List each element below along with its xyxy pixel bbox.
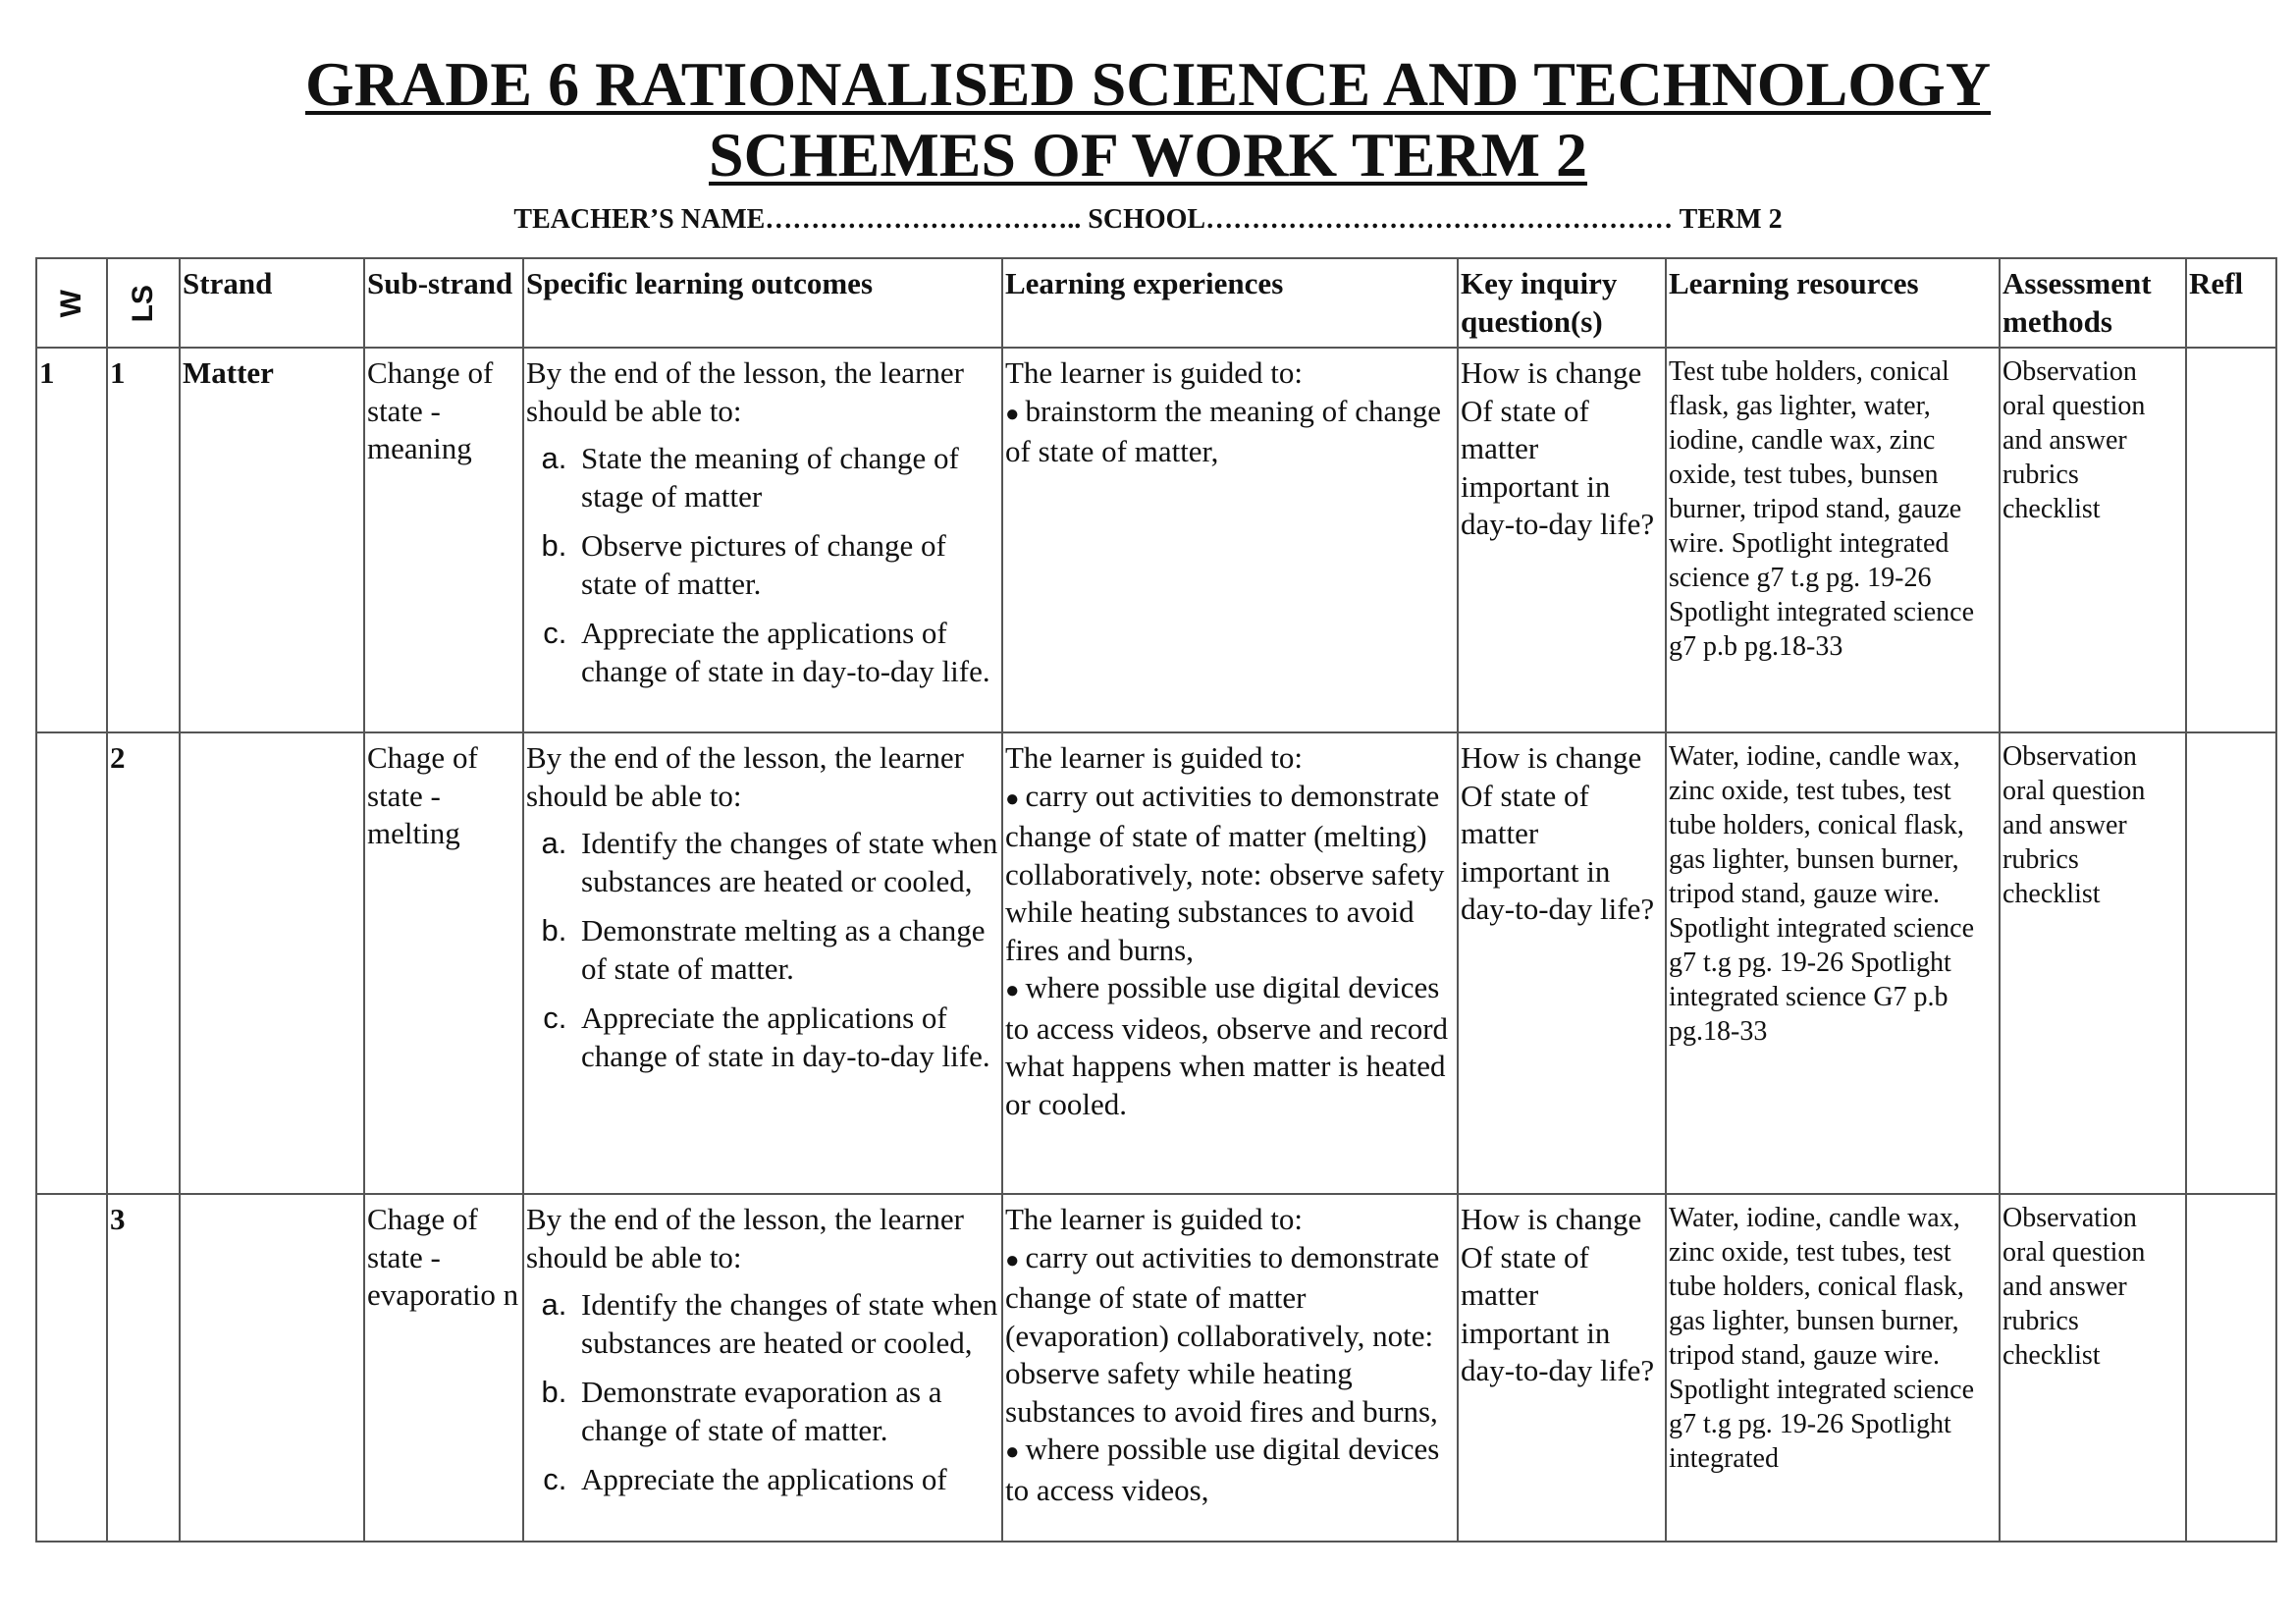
header-week: W [36,258,107,348]
cell-outcomes [523,732,1002,1194]
header-assessment: Assessment methods [2000,258,2186,348]
cell-strand: Matter [180,348,364,732]
cell-experiences [1002,348,1458,732]
title-line-1: GRADE 6 RATIONALISED SCIENCE AND TECHNOLOGY [304,49,1992,119]
cell-experiences [1002,732,1458,1194]
outcome-item: b. Observe pictures of change of state of matter. [575,527,999,603]
experience-item: ● carry out activities to demonstrate change of state of matter (evaporation) collaboratively, note: observe safety while heating substances to avoid fires and burns, [1005,1239,1455,1432]
header-outcomes: Specific learning outcomes [523,258,1002,348]
outcome-item: c. Appreciate the applications of change of state in day-to-day life. [575,615,999,690]
cell-substrand: Chage of state - evaporatio n [364,1194,523,1542]
cell-assessment: Observation oral question and answer rubrics checklist [2000,1194,2186,1542]
cell-assessment: Observation oral question and answer rubrics checklist [2000,732,2186,1194]
cell-lesson: 1 [107,348,180,732]
header-resources: Learning resources [1666,258,2000,348]
cell-reflection [2186,348,2276,732]
header-substrand: Sub-strand [364,258,523,348]
experience-item: ● where possible use digital devices to access videos, observe and record what happens when matter is heated or cooled. [1005,969,1455,1123]
cell-outcomes [523,348,1002,732]
header-inquiry: Key inquiry question(s) [1458,258,1666,348]
cell-reflection [2186,732,2276,1194]
outcome-item: c. Appreciate the applications of change of state in day-to-day life. [575,1000,999,1075]
cell-reflection [2186,1194,2276,1542]
table-row [36,732,2276,1194]
title-line-2: SCHEMES OF WORK TERM 2 [709,120,1587,189]
teacher-school-term-line: TEACHER’S NAME…………………………….. SCHOOL…………………………………………… TERM 2 [513,204,1783,235]
outcomes-list [526,825,999,1075]
header-reflection: Refl [2186,258,2276,348]
outcomes-list [526,440,999,690]
cell-lesson: 3 [107,1194,180,1542]
experiences-intro: The learner is guided to: [1005,1202,1304,1236]
outcomes-list [526,1286,999,1499]
header-experiences: Learning experiences [1002,258,1458,348]
experience-item: ● brainstorm the meaning of change of state of matter, [1005,393,1455,471]
header-strand: Strand [180,258,364,348]
experiences-intro: The learner is guided to: [1005,740,1304,775]
cell-week [36,732,107,1194]
cell-inquiry: How is change Of state of matter important in day-to-day life? [1458,1194,1666,1542]
cell-week: 1 [36,348,107,732]
cell-strand [180,732,364,1194]
cell-week [36,1194,107,1542]
cell-resources: Test tube holders, conical flask, gas lighter, water, iodine, candle wax, zinc oxide, test tubes, bunsen burner, tripod stand, gauze wire. Spotlight integrated science g7 t.g pg. 19-26 Spotlight integrated science g7 p.b pg.18-33 [1666,348,2000,732]
experiences-intro: The learner is guided to: [1005,355,1304,390]
outcome-item: a. Identify the changes of state when substances are heated or cooled, [575,1286,999,1362]
cell-assessment: Observation oral question and answer rubrics checklist [2000,348,2186,732]
cell-experiences [1002,1194,1458,1542]
table-row [36,348,2276,732]
header-lesson: LS [107,258,180,348]
experience-item: ● carry out activities to demonstrate change of state of matter (melting) collaboratively, note: observe safety while heating substances to avoid fires and burns, [1005,778,1455,970]
cell-inquiry: How is change Of state of matter important in day-to-day life? [1458,348,1666,732]
cell-lesson: 2 [107,732,180,1194]
outcomes-intro: By the end of the lesson, the learner should be able to: [526,355,964,428]
cell-resources: Water, iodine, candle wax, zinc oxide, test tubes, test tube holders, conical flask, gas lighter, bunsen burner, tripod stand, gauze wire. Spotlight integrated science g7 t.g pg. 19-26 Spotlight integrated science G7 p.b pg.18-33 [1666,732,2000,1194]
outcome-item: a. Identify the changes of state when substances are heated or cooled, [575,825,999,900]
document-header [0,49,2296,236]
outcomes-intro: By the end of the lesson, the learner should be able to: [526,740,964,813]
cell-outcomes [523,1194,1002,1542]
outcome-item: b. Demonstrate melting as a change of state of matter. [575,912,999,988]
experience-item: ● where possible use digital devices to access videos, [1005,1431,1455,1509]
outcome-item: a. State the meaning of change of stage of matter [575,440,999,515]
cell-substrand: Chage of state - melting [364,732,523,1194]
table-header-row [36,258,2276,348]
cell-resources: Water, iodine, candle wax, zinc oxide, test tubes, test tube holders, conical flask, gas lighter, bunsen burner, tripod stand, gauze wire. Spotlight integrated science g7 t.g pg. 19-26 Spotlight integrated [1666,1194,2000,1542]
table-row [36,1194,2276,1542]
cell-inquiry: How is change Of state of matter important in day-to-day life? [1458,732,1666,1194]
cell-strand [180,1194,364,1542]
scheme-of-work-table [35,257,2277,1543]
outcomes-intro: By the end of the lesson, the learner should be able to: [526,1202,964,1274]
outcome-item: c. Appreciate the applications of [575,1461,999,1499]
cell-substrand: Change of state - meaning [364,348,523,732]
outcome-item: b. Demonstrate evaporation as a change of state of matter. [575,1374,999,1449]
